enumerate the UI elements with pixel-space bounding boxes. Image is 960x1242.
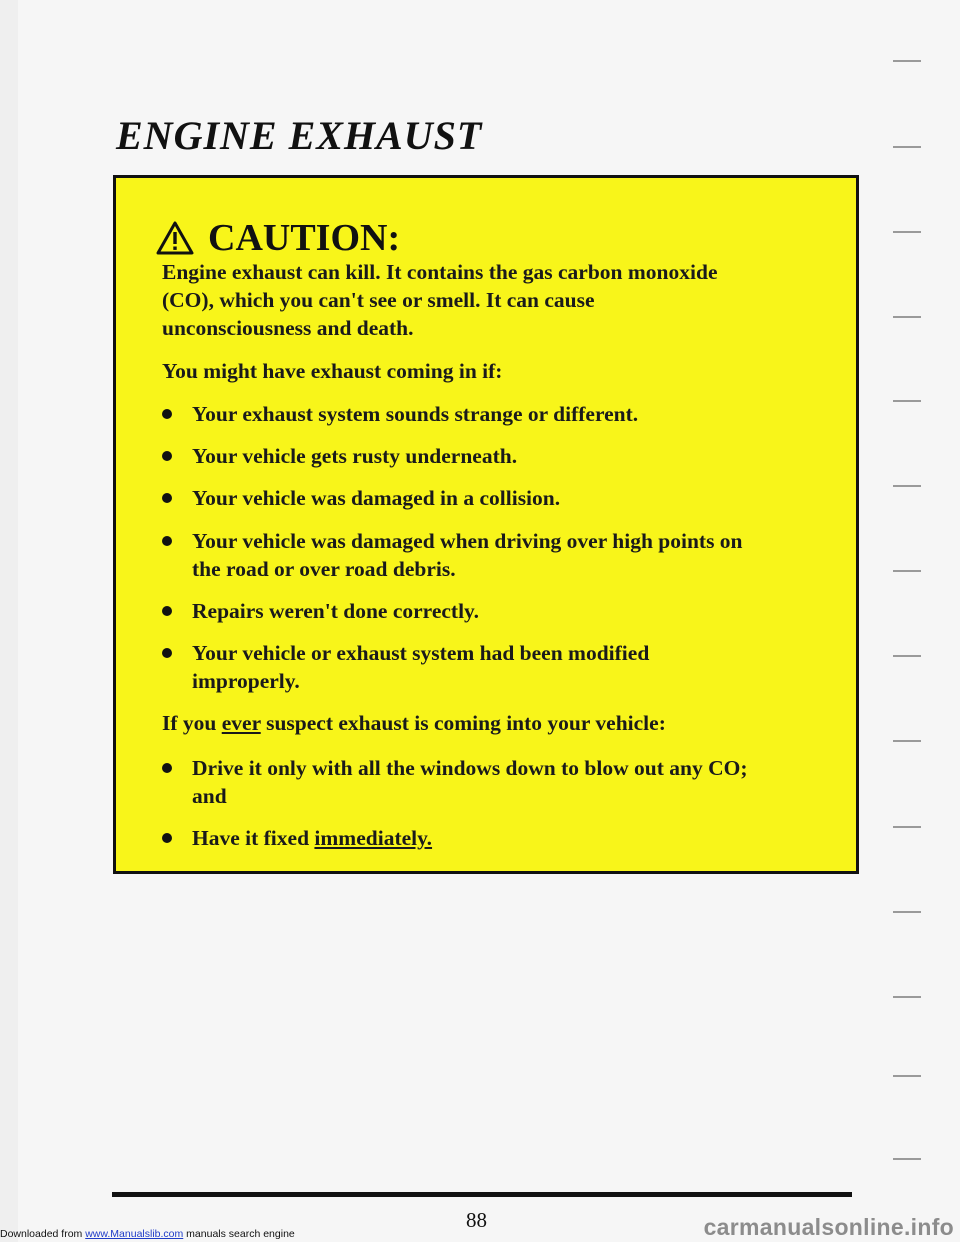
edge-tab-mark (893, 146, 921, 148)
might-have-line: You might have exhaust coming in if: (162, 359, 503, 383)
caution-header (156, 216, 400, 260)
edge-tab-mark (893, 911, 921, 913)
list-item-text: Drive it only with all the windows down to blow out any CO; (192, 756, 748, 780)
edge-tab-mark (893, 400, 921, 402)
list-item-text: improperly. (192, 669, 300, 693)
list-item (162, 754, 812, 810)
list-item-text: Your vehicle or exhaust system had been modified (192, 641, 650, 665)
intro-line-2: (CO), which you can't see or smell. It can cause (162, 288, 595, 312)
edge-tab-mark (893, 316, 921, 318)
suspect-text-pre: If you (162, 711, 222, 735)
edge-tab-mark (893, 655, 921, 657)
edge-tab-mark (893, 740, 921, 742)
list-item-text (192, 824, 812, 852)
bullet-icon (162, 409, 172, 419)
caution-box (113, 175, 859, 874)
download-footer (0, 1228, 295, 1240)
footer-suffix: manuals search engine (183, 1228, 295, 1240)
intro-line-3: unconsciousness and death. (162, 316, 414, 340)
edge-tab-mark (893, 60, 921, 62)
list-item-text: Your vehicle gets rusty underneath. (192, 444, 518, 468)
footer-prefix: Downloaded from (0, 1228, 86, 1240)
bullet-icon (162, 536, 172, 546)
edge-tab-mark (893, 1158, 921, 1160)
suspect-line (162, 709, 666, 737)
bullet-icon (162, 606, 172, 616)
list-item (162, 442, 812, 470)
edge-tab-mark (893, 231, 921, 233)
bullet-icon (162, 451, 172, 461)
list-item (162, 824, 812, 852)
emphasis-ever: ever (221, 711, 261, 735)
emphasis-immediately: immediately. (314, 826, 433, 850)
intro-line-1: Engine exhaust can kill. It contains the gas carbon monoxide (162, 260, 718, 284)
list-item-text: Your vehicle was damaged when driving over high points on (192, 529, 743, 553)
list-item (162, 597, 812, 625)
bullet-icon (162, 648, 172, 658)
watermark: carmanualsonline.info (703, 1214, 954, 1240)
caution-label: CAUTION: (208, 217, 401, 259)
list-item-text: Repairs weren't done correctly. (192, 599, 479, 623)
action-text-pre: Have it fixed (192, 826, 315, 850)
list-item-text: the road or over road debris. (192, 557, 456, 581)
suspect-text-post: suspect exhaust is coming into your vehicle: (260, 711, 666, 735)
edge-tab-mark (893, 1075, 921, 1077)
list-item-text: Your exhaust system sounds strange or different. (192, 402, 639, 426)
warning-triangle-icon (156, 221, 194, 255)
bullet-icon (162, 493, 172, 503)
edge-tab-mark (893, 485, 921, 487)
edge-tab-mark (893, 570, 921, 572)
bullet-icon (162, 763, 172, 773)
manualslib-link[interactable]: www.Manualslib.com (85, 1228, 184, 1240)
bullet-icon (162, 833, 172, 843)
list-item-text: Your vehicle was damaged in a collision. (192, 486, 561, 510)
page-title: ENGINE EXHAUST (116, 113, 483, 158)
edge-tab-mark (893, 826, 921, 828)
list-item (162, 400, 812, 428)
list-item (162, 527, 812, 583)
list-item (162, 639, 812, 695)
footer-rule (112, 1192, 852, 1197)
list-item-text: and (192, 784, 227, 808)
list-item (162, 484, 812, 512)
edge-tab-mark (893, 996, 921, 998)
page-number: 88 (466, 1208, 487, 1232)
